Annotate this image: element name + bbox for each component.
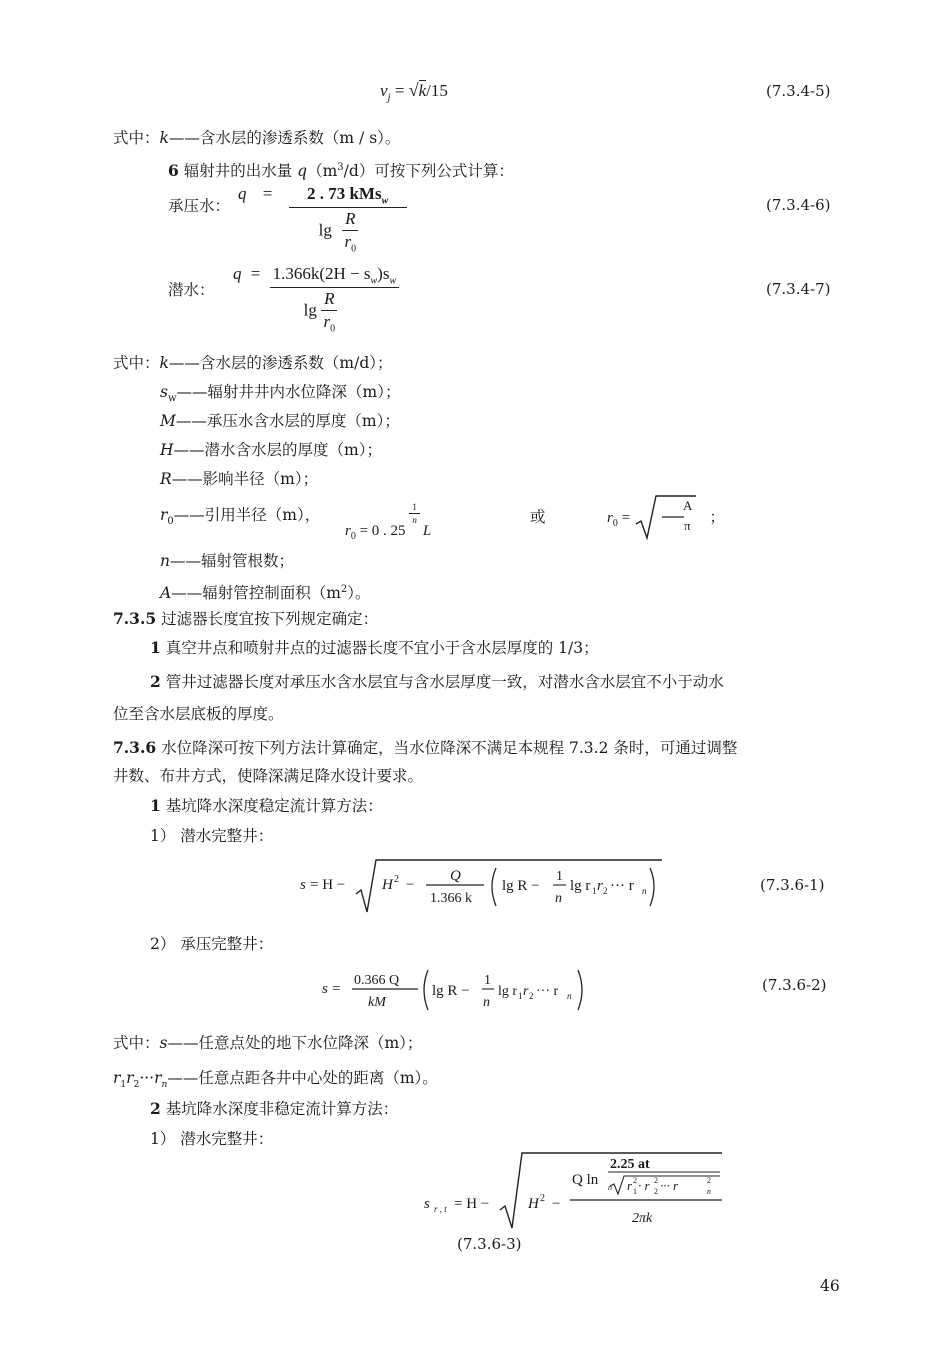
definition-line [113, 128, 400, 148]
equation-graphic [300, 856, 680, 916]
definition-symbol: M [160, 412, 176, 430]
numerator-text: 2 . 73 kMs [306, 184, 382, 203]
eq-symbol: k [418, 81, 427, 100]
fraction-denominator: n [483, 995, 490, 1010]
equation-7-3-6-2 [322, 962, 602, 1022]
eq-symbol: r [345, 523, 351, 539]
lg-text: lg [303, 301, 317, 320]
definition-label: 式中： [113, 129, 160, 147]
formula-r0-sqrt [607, 494, 725, 540]
eq-operator: = [332, 981, 341, 997]
definition-text: ——潜水含水层的厚度（m）； [173, 441, 382, 459]
fraction-numerator: R [342, 209, 358, 231]
eq-symbol: ··· r [660, 1178, 679, 1193]
fraction-numerator: Q [450, 868, 461, 884]
eq-superscript: 2 [654, 1176, 658, 1185]
list-item [150, 1099, 398, 1119]
section-text: 水位降深可按下列方法计算确定，当水位降深不满足本规程 7.3.2 条时，可通过调整 [156, 739, 738, 757]
fraction-numerator: 0.366 Q [354, 973, 400, 988]
sub-item: 1） 潜水完整井： [150, 827, 274, 845]
eq-subscript: 0 [350, 531, 356, 542]
lg-text: lg [318, 221, 332, 240]
eq-text: lg r [498, 984, 518, 999]
list-number: 1 [150, 638, 161, 657]
inner-fraction [321, 289, 337, 334]
definition-line [160, 411, 400, 431]
eq-subscript: 1 [592, 886, 597, 896]
definition-symbol: k [159, 129, 169, 147]
eq-text: = 0 . 25 [355, 523, 410, 539]
eq-subscript: n [707, 1187, 711, 1196]
sub-item: 2） 承压完整井： [150, 935, 274, 953]
equation-label: 潜水： [168, 281, 215, 299]
definition-line [160, 551, 294, 571]
eq-operator: = [250, 264, 261, 283]
section-number: 7.3.6 [113, 738, 157, 757]
list-item [150, 638, 599, 658]
equation-7-3-4-5 [380, 80, 448, 103]
equation-7-3-6-3 [424, 1150, 734, 1234]
eq-text: ··· r [610, 878, 634, 894]
list-item [150, 796, 383, 816]
equation-7-3-4-6 [238, 184, 407, 255]
equation-number: (7.3.6-3) [457, 1235, 522, 1253]
equation-number: (7.3.4-6) [766, 196, 831, 214]
eq-text: = H − [454, 1196, 490, 1212]
numerator-subscript: w [389, 275, 397, 287]
definition-symbol: R [160, 470, 172, 488]
fraction-denominator [289, 208, 407, 254]
section-7-3-6 [113, 738, 737, 758]
list-number: 1 [150, 796, 161, 815]
definition-label: 式中： [113, 354, 160, 372]
definition-text: ——含水层的渗透系数（m/d）； [168, 354, 393, 372]
eq-symbol: r [323, 312, 331, 332]
eq-symbol: v [380, 81, 388, 100]
fraction-numerator: 1 [484, 973, 491, 988]
list-text: 管井过滤器长度对承压水含水层宜与含水层厚度一致，对潜水含水层宜不小于动水 [160, 673, 724, 691]
equation-7-3-4-7 [233, 264, 399, 335]
eq-text: ··· r [536, 984, 559, 999]
equation-number: (7.3.6-1) [760, 876, 825, 894]
eq-symbol: s [424, 1196, 430, 1212]
eq-subscript: 0 [351, 243, 357, 255]
definition-label: 式中： [113, 1034, 160, 1052]
list-number: 2 [150, 1099, 161, 1118]
eq-symbol: H [528, 1196, 539, 1212]
list-text: 真空井点和喷射井点的过滤器长度不宜小于含水层厚度的 1/3； [160, 639, 599, 657]
punctuation: ； [709, 510, 725, 526]
eq-symbol: L [422, 523, 432, 539]
right-paren-icon [578, 970, 582, 1010]
fraction-denominator [321, 311, 337, 334]
eq-symbol: r [344, 232, 352, 252]
eq-subscript: 2 [529, 991, 534, 1001]
fraction-denominator [270, 288, 400, 334]
eq-subscript: 2 [654, 1187, 658, 1196]
fraction-numerator: 2.25 at [610, 1157, 650, 1172]
eq-subscript: 1 [518, 991, 523, 1001]
eq-symbol: r [597, 878, 603, 894]
paragraph-line: 井数、布井方式，使降深满足降水设计要求。 [113, 767, 424, 785]
fraction-numerator [270, 264, 400, 288]
fraction-numerator [289, 184, 407, 208]
superscript: 3 [337, 162, 344, 173]
fraction-denominator: 2πk [632, 1211, 653, 1226]
eq-symbol: s [300, 877, 306, 893]
list-number: 6 [168, 161, 179, 181]
eq-subscript: r , t [434, 1204, 447, 1214]
list-text: /d）可按下列公式计算： [343, 162, 514, 181]
section-number: 7.3.5 [113, 609, 157, 628]
eq-text: lg R − [502, 878, 540, 894]
numerator-subscript: w [370, 275, 378, 287]
numerator-text: 1.366k(2H − s [272, 264, 371, 283]
fraction-numerator: 1 [556, 869, 563, 884]
section-text: 过滤器长度宜按下列规定确定： [156, 610, 379, 628]
eq-symbol: s [322, 981, 328, 997]
eq-subscript: 0 [330, 323, 336, 335]
fraction-denominator [342, 231, 358, 254]
eq-subscript: j [387, 91, 391, 104]
eq-symbol: q [233, 264, 242, 283]
fraction-denominator: π [684, 518, 691, 533]
section-7-3-5 [113, 609, 378, 629]
eq-symbol: q [238, 184, 247, 203]
equation-graphic [322, 962, 602, 1018]
or-text: 或 [530, 508, 546, 526]
definition-symbol: H [160, 441, 174, 459]
list-text: 基坑降水深度非稳定流计算方法： [160, 1100, 399, 1118]
definition-symbol: s [160, 383, 168, 401]
eq-operator: = [617, 510, 634, 526]
definition-subscript: w [167, 393, 177, 405]
eq-operator: − [552, 1196, 561, 1212]
list-text: 辐射井的出水量 [178, 162, 298, 181]
definition-text: ——承压水含水层的厚度（m）； [175, 412, 400, 430]
eq-subscript: n [642, 886, 647, 896]
equation-fraction [270, 264, 400, 335]
list-text: 基坑降水深度稳定流计算方法： [160, 797, 383, 815]
definition-line [160, 505, 320, 532]
numerator-subscript: w [381, 195, 389, 207]
eq-operator: − [406, 877, 415, 893]
eq-subscript: 0 [612, 518, 618, 529]
definition-symbol: n [160, 552, 170, 570]
fraction-numerator: A [683, 498, 693, 513]
definition-text: ——影响半径（m）； [171, 470, 319, 488]
list-symbol: q [297, 162, 308, 181]
eq-text: /15 [426, 81, 448, 100]
list-number: 2 [150, 672, 161, 691]
eq-operator: = [262, 184, 273, 203]
fraction-numerator: 1 [409, 502, 420, 514]
eq-subscript: 2 [603, 886, 608, 896]
definition-symbol: r [126, 1069, 134, 1087]
numerator-text: )s [377, 264, 390, 283]
definition-line [160, 469, 318, 489]
eq-symbol: r [523, 984, 529, 999]
definition-line [113, 1033, 422, 1053]
paragraph-line: 位至含水层底板的厚度。 [113, 705, 284, 723]
equation-number: (7.3.6-2) [762, 976, 827, 994]
equation-number: (7.3.4-5) [766, 82, 831, 100]
equation-7-3-6-1 [300, 856, 680, 920]
eq-superscript: 2 [707, 1176, 711, 1185]
eq-subscript: 1 [633, 1187, 637, 1196]
equation-label: 承压水： [168, 197, 231, 215]
definition-line [160, 580, 371, 603]
sqrt-symbol-icon: √ [408, 80, 419, 100]
definition-text: ——任意点处的地下水位降深（m）； [167, 1034, 423, 1052]
definition-text: ——含水层的渗透系数（m / s）。 [168, 129, 401, 147]
list-item [150, 672, 724, 692]
right-paren-icon [650, 868, 654, 906]
definition-symbol: k [159, 354, 169, 372]
eq-text: lg r [570, 878, 591, 894]
eq-text: = H − [310, 877, 346, 893]
definition-text: ——辐射管根数； [169, 552, 294, 570]
definition-subscript: n [161, 1080, 168, 1091]
definition-line: $r_1r_2\cdot\cdot\cdot r_n——$任意点距各井中心处的距离（m）。 [113, 1069, 438, 1091]
eq-symbol: r [627, 1178, 633, 1193]
eq-symbol: H [382, 877, 393, 893]
definition-subscript: 0 [167, 516, 174, 528]
eq-subscript: n [567, 991, 572, 1001]
fraction-denominator: n [555, 891, 562, 906]
formula-r0-power [345, 502, 431, 542]
definition-line [160, 440, 382, 460]
fraction-denominator: n [412, 515, 417, 525]
equation-graphic [424, 1150, 734, 1230]
definition-symbol: r [113, 1069, 121, 1087]
definition-text: ——辐射井井内水位降深（m）； [176, 383, 401, 401]
list-text: （m [307, 162, 338, 181]
definition-symbol: r [160, 506, 168, 524]
root-index: n [608, 1183, 612, 1192]
eq-operator: = [390, 81, 409, 100]
fraction-numerator: R [321, 289, 337, 311]
left-paren-icon [492, 868, 496, 906]
eq-symbol: r [607, 510, 613, 526]
eq-superscript: 2 [633, 1176, 637, 1185]
definition-text: ）。 [347, 584, 371, 603]
exponent-fraction [409, 502, 420, 525]
eq-text: Q ln [572, 1172, 599, 1188]
definition-line [160, 382, 400, 409]
definition-line [113, 353, 393, 373]
sub-item: 1） 潜水完整井： [150, 1130, 274, 1148]
definition-text: ——引用半径（m）， [173, 506, 321, 524]
fraction-denominator: 1.366 k [430, 891, 472, 906]
inner-fraction [342, 209, 358, 254]
page-number: 46 [820, 1277, 840, 1295]
equation-number: (7.3.4-7) [766, 280, 831, 298]
equation-fraction [289, 184, 407, 255]
definition-symbol: ···r [139, 1069, 162, 1087]
definition-text: ——辐射管控制面积（m [171, 584, 341, 603]
eq-symbol: · r [638, 1178, 650, 1193]
definition-symbol: s [159, 1034, 168, 1052]
fraction-denominator: kM [368, 995, 386, 1010]
eq-superscript: 2 [540, 1193, 545, 1204]
definition-symbol: A [160, 584, 172, 603]
superscript: 2 [340, 584, 348, 595]
definition-text: ——任意点距各井中心处的距离（m）。 [167, 1069, 438, 1087]
eq-superscript: 2 [394, 874, 399, 885]
eq-text: lg R − [432, 983, 470, 999]
list-item-6 [168, 158, 514, 181]
left-paren-icon [424, 970, 428, 1010]
